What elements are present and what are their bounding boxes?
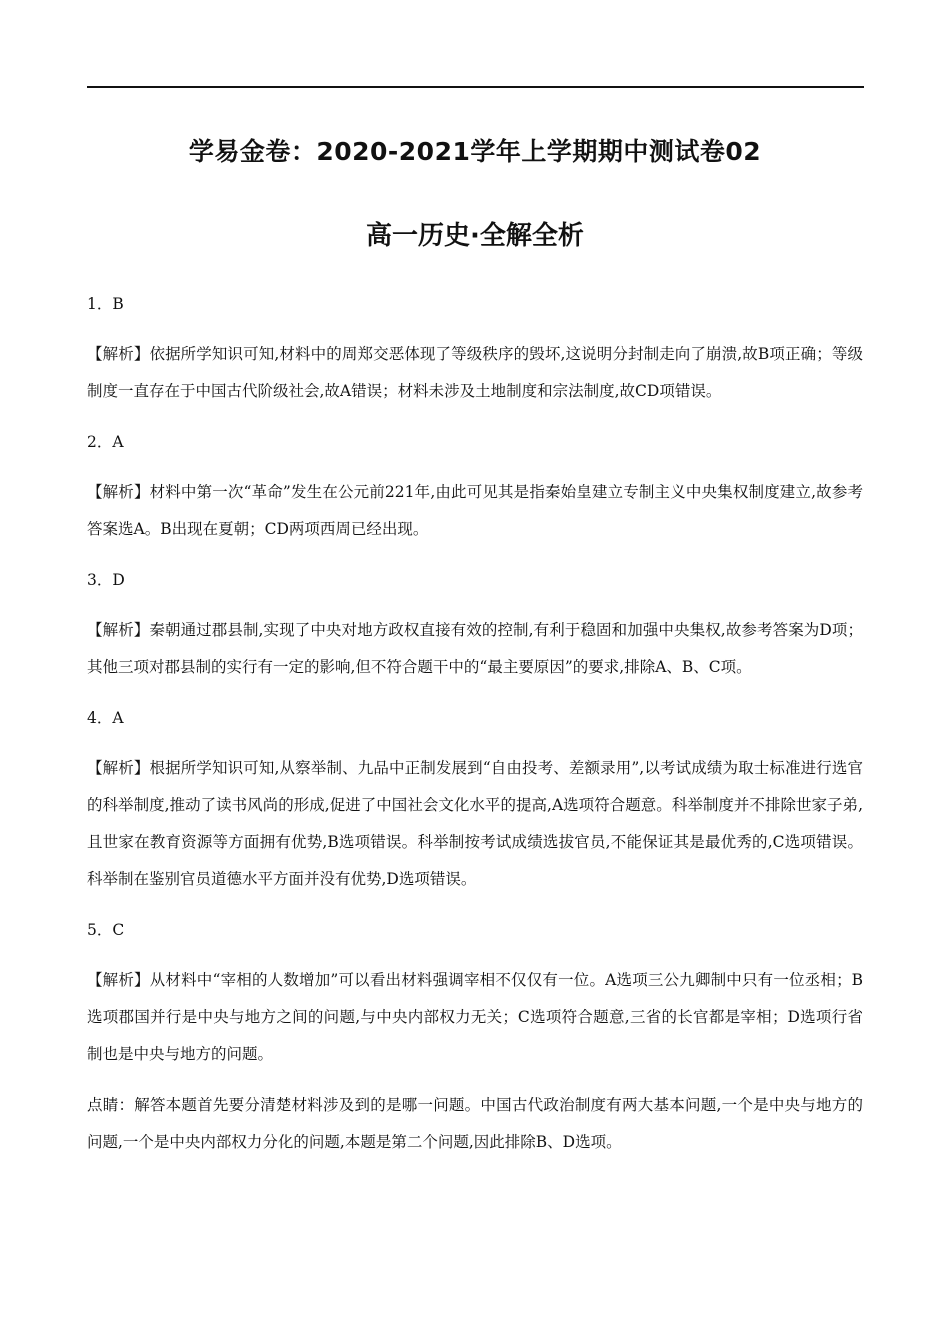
answer-number: 5．C: [87, 921, 125, 939]
answer-analysis: 【解析】根据所学知识可知,从察举制、九品中正制发展到“自由投考、差额录用”,以考试成绩为取士标准进行选官的科举制度,推动了读书风尚的形成,促进了中国社会文化水平的提高,A选项符合题意。科举制度并不排除世家子弟,且世家在教育资源等方面拥有优势,B选项错误。科举制按考试成绩选拔官员,不能保证其是最优秀的,C选项错误。科举制在鉴别官员道德水平方面并没有优势,D选项错误。: [87, 759, 863, 888]
answer-item-3: [87, 562, 863, 686]
document-title: 学易金卷：2020-2021学年上学期期中测试卷02: [188, 137, 762, 166]
answer-analysis: 【解析】秦朝通过郡县制,实现了中央对地方政权直接有效的控制,有利于稳固和加强中央集权,故参考答案为D项；其他三项对郡县制的实行有一定的影响,但不符合题干中的“最主要原因”的要求,排除A、B、C项。: [87, 621, 863, 676]
answer-number: 1．B: [87, 295, 124, 313]
answer-item-1: [87, 286, 863, 410]
answer-item-2: [87, 424, 863, 548]
answer-list: [87, 286, 863, 1161]
answer-number: 2．A: [87, 433, 124, 451]
answer-item-5: [87, 912, 863, 1161]
answer-number: 3．D: [87, 571, 125, 589]
answer-analysis: 【解析】材料中第一次“革命”发生在公元前221年,由此可见其是指秦始皇建立专制主义中央集权制度建立,故参考答案选A。B出现在夏朝；CD两项西周已经出现。: [87, 483, 863, 538]
answer-note: 点睛：解答本题首先要分清楚材料涉及到的是哪一问题。中国古代政治制度有两大基本问题,一个是中央与地方的问题,一个是中央内部权力分化的问题,本题是第二个问题,因此排除B、D选项。: [87, 1096, 863, 1151]
header-rule: [87, 86, 864, 88]
answer-number: 4．A: [87, 709, 124, 727]
document-subtitle: 高一历史·全解全析: [366, 221, 584, 251]
answer-analysis: 【解析】依据所学知识可知,材料中的周郑交恶体现了等级秩序的毁坏,这说明分封制走向了崩溃,故B项正确；等级制度一直存在于中国古代阶级社会,故A错误；材料未涉及土地制度和宗法制度,故CD项错误。: [87, 345, 863, 400]
answer-item-4: [87, 700, 863, 898]
answer-analysis: 【解析】从材料中“宰相的人数增加”可以看出材料强调宰相不仅仅有一位。A选项三公九卿制中只有一位丞相；B选项郡国并行是中央与地方之间的问题,与中央内部权力无关；C选项符合题意,三省的长官都是宰相；D选项行省制也是中央与地方的问题。: [87, 971, 863, 1063]
